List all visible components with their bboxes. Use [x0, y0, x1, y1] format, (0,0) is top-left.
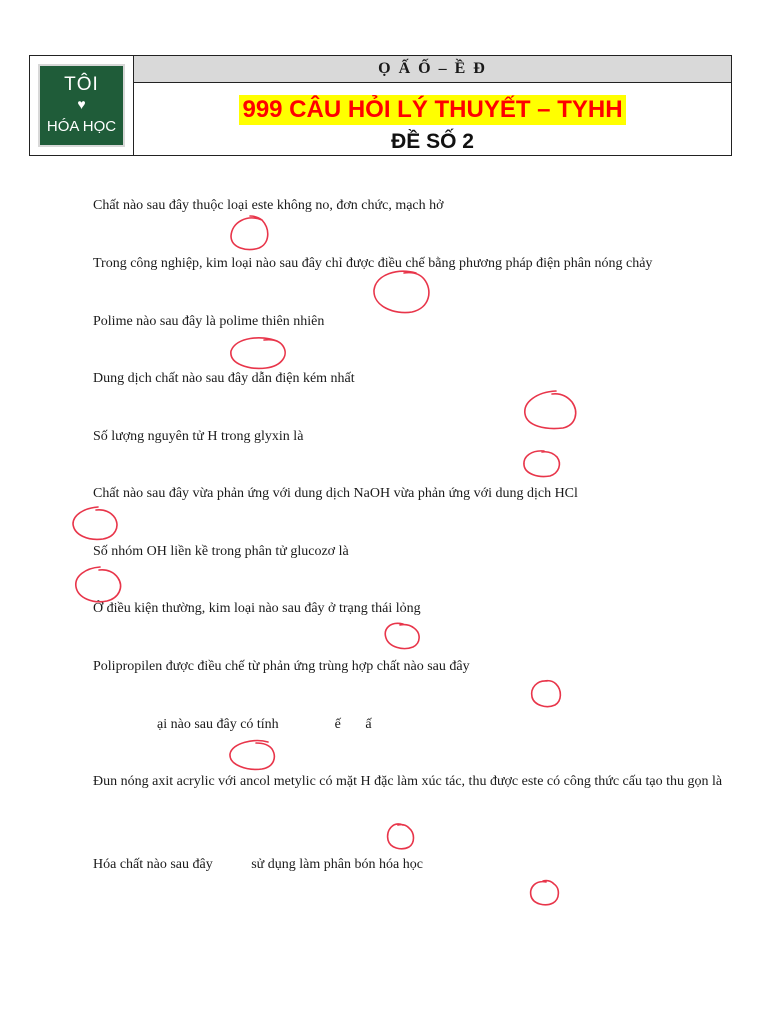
question-text: Hóa chất nào sau đây sử dụng làm phân bón hóa học: [93, 857, 423, 872]
question-text: Chất nào sau đây thuộc loại este không no, đơn chức, mạch hở: [93, 198, 444, 213]
question-text: Số nhóm OH liền kề trong phân tử glucozơ là: [93, 544, 349, 559]
document-subtitle: ĐỀ SỐ 2: [391, 130, 474, 153]
question-text: Ở điều kiện thường, kim loại nào sau đây ở trạng thái lỏng: [93, 601, 421, 616]
heart-icon: ♥: [77, 96, 86, 112]
question-text: Polime nào sau đây là polime thiên nhiên: [93, 314, 325, 329]
question-text: Dung dịch chất nào sau đây dẫn điện kém nhất: [93, 371, 355, 386]
question-text: Chất nào sau đây vừa phản ứng với dung dịch NaOH vừa phản ứng với dung dịch HCl: [93, 486, 578, 501]
answer-circle-mark: [73, 507, 117, 539]
answer-circle-mark: [524, 451, 559, 477]
logo-text-top: TÔI: [64, 74, 99, 95]
answer-circle-mark: [531, 881, 559, 905]
answer-circle-mark: [231, 216, 268, 250]
document-title: 999 CÂU HỎI LÝ THUYẾT – TYHH: [239, 95, 625, 125]
logo-cell: [30, 56, 134, 155]
answer-circle-mark: [76, 567, 121, 602]
answer-circle-mark: [388, 824, 414, 849]
question-text: Trong công nghiệp, kim loại nào sau đây chỉ được điều chế bằng phương pháp điện phân nóng chảy: [93, 256, 653, 271]
answer-circle-mark: [385, 623, 419, 648]
question-text: ại nào sau đây có tính ế ấ: [157, 717, 372, 732]
answer-circle-mark: [525, 391, 576, 428]
question-text: Đun nóng axit acrylic với ancol metylic có mặt H đặc làm xúc tác, thu được este có công thức cấu tạo thu gọn là: [93, 774, 723, 789]
answer-circle-mark: [231, 338, 285, 369]
question-text: Polipropilen được điều chế từ phản ứng trùng hợp chất nào sau đây: [93, 659, 470, 674]
question-text: Số lượng nguyên tử H trong glyxin là: [93, 429, 304, 444]
answer-circle-mark: [374, 271, 429, 312]
header-main: [134, 83, 731, 155]
header-box: [29, 55, 732, 156]
answer-circle-mark: [532, 681, 561, 707]
logo-text-bottom: HÓA HỌC: [46, 118, 117, 135]
logo: [38, 64, 125, 147]
answer-circle-mark: [230, 741, 274, 770]
header-top-band: Ọ Ấ Ố – Ề Đ: [134, 56, 731, 83]
